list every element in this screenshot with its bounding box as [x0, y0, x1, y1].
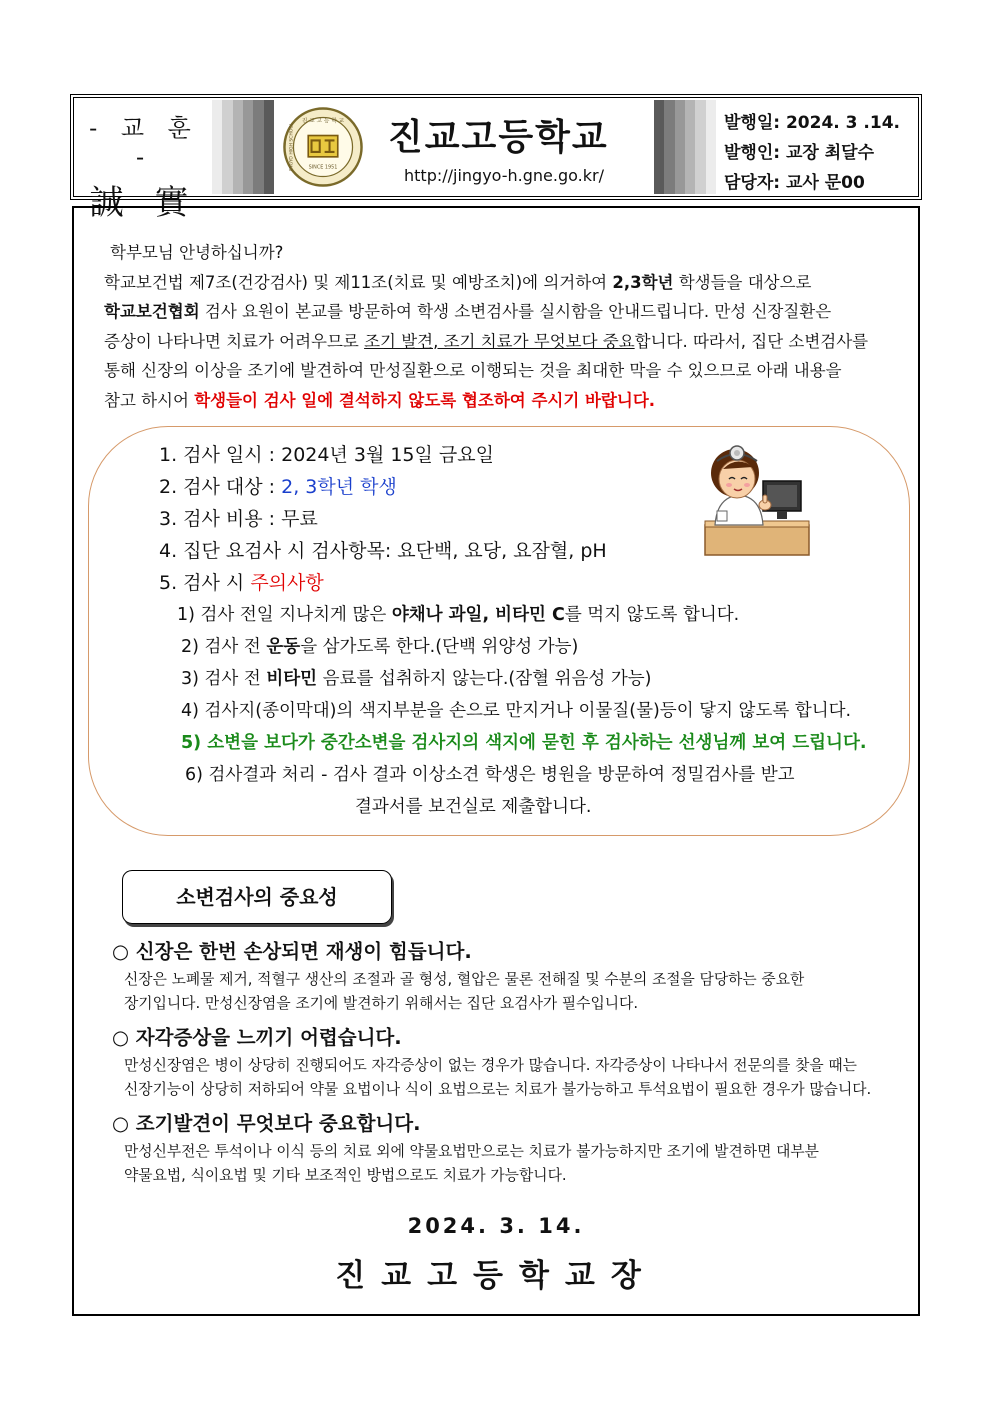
item-test-items: 4. 집단 요검사 시 검사항목: 요단백, 요당, 요잠혈, pH	[159, 540, 607, 562]
newsletter-header	[70, 94, 922, 223]
motto-label: - 교 훈 -	[89, 114, 199, 171]
importance-heading-1: ○ 신장은 한번 손상되면 재생이 힘듭니다.	[112, 940, 472, 963]
importance-body-1: 신장은 노폐물 제거, 적혈구 생산의 조절과 골 형성, 혈압은 물론 전해질 및 수분의 조절을 담당하는 중요한 장기입니다. 만성신장염을 조기에 발견하기 위해서는 집단 요검사가 필수입니다.	[124, 971, 805, 1012]
importance-title: 소변검사의 중요성	[122, 870, 392, 924]
intro-line: 학교보건협회 검사 요원이 본교를 방문하여 학생 소변검사를 실시함을 안내드립니다. 만성 신장질환은	[104, 302, 832, 321]
item-target: 2. 검사 대상 : 2, 3학년 학생	[159, 476, 397, 498]
contact-person: 담당자: 교사 문00	[724, 173, 865, 193]
issue-date: 발행일: 2024. 3 .14.	[724, 113, 900, 133]
importance-heading-3: ○ 조기발견이 무엇보다 중요합니다.	[112, 1112, 421, 1135]
greeting: 학부모님 안녕하십니까?	[110, 243, 284, 262]
precaution-4: 4) 검사지(종이막대)의 색지부분을 손으로 만지거나 이물질(물)등이 닿지 않도록 합니다.	[181, 701, 852, 721]
principal-signature: 진교고등학교장	[335, 1258, 657, 1294]
doctor-illustration-icon	[701, 439, 811, 557]
precaution-3: 3) 검사 전 비타민 음료를 섭취하지 않는다.(잠혈 위음성 가능)	[181, 669, 652, 689]
importance-heading-2: ○ 자각증상을 느끼기 어렵습니다.	[112, 1026, 402, 1049]
precaution-6-cont: 결과서를 보건실로 제출합니다.	[355, 797, 592, 817]
precaution-2: 2) 검사 전 운동을 삼가도록 한다.(단백 위양성 가능)	[181, 637, 579, 657]
item-date: 1. 검사 일시 : 2024년 3월 15일 금요일	[159, 444, 494, 466]
exam-details-box	[88, 426, 910, 836]
precaution-1: 1) 검사 전일 지나치게 많은 야채나 과일, 비타민 C를 먹지 않도록 합니다.	[177, 605, 740, 625]
logo-since: SINCE 1951	[308, 164, 338, 171]
footer-date: 2024. 3. 14.	[407, 1214, 585, 1238]
school-motto	[76, 100, 212, 223]
item-precautions: 5. 검사 시 주의사항	[159, 572, 324, 594]
school-emblem-icon	[282, 106, 364, 188]
importance-body-3: 만성신부전은 투석이나 이식 등의 치료 외에 약물요법만으로는 치료가 불가능하지만 조기에 발견하면 대부분 약물요법, 식이요법 및 기타 보조적인 방법으로도 치료가 가능합니다.	[124, 1143, 819, 1184]
importance-body-2: 만성신장염은 병이 상당히 진행되어도 자각증상이 없는 경우가 많습니다. 자각증상이 나타나서 전문의를 찾을 때는 신장기능이 상당히 저하되어 약물 요법이나 식이 요법으로는 치료가 불가능하고 투석요법이 필요한 경우가 많습니다.	[124, 1057, 872, 1098]
precaution-5: 5) 소변을 보다가 중간소변을 검사지의 색지에 묻힌 후 검사하는 선생님께 보여 드립니다.	[181, 733, 867, 753]
intro-line: 증상이 나타나면 치료가 어려우므로 조기 발견, 조기 치료가 무엇보다 중요합니다. 따라서, 집단 소변검사를	[104, 331, 869, 351]
intro-line: 통해 신장의 이상을 조기에 발견하여 만성질환으로 이행되는 것을 최대한 막을 수 있으므로 아래 내용을	[104, 361, 842, 380]
motto-value: 誠 實	[89, 183, 199, 223]
precaution-6: 6) 검사결과 처리 - 검사 결과 이상소견 학생은 병원을 방문하여 정밀검사를 받고	[185, 765, 795, 785]
intro-line: 학교보건법 제7조(건강검사) 및 제11조(치료 및 예방조치)에 의거하여 2,3학년 학생들을 대상으로	[104, 272, 812, 292]
logo-text-top: 진 교 고 등 학 교	[301, 118, 345, 125]
gradient-stripes-left	[212, 100, 274, 194]
issue-info	[716, 100, 916, 194]
publisher: 발행인: 교장 최달수	[724, 143, 875, 163]
logo-text-side: JINGYO HIGH SCHOOL	[289, 122, 295, 172]
item-cost: 3. 검사 비용 : 무료	[159, 508, 318, 530]
school-name: 진교고등학교	[388, 117, 609, 158]
intro-line: 참고 하시어 학생들이 검사 일에 결석하지 않도록 협조하여 주시기 바랍니다.	[104, 390, 656, 410]
school-url[interactable]: http://jingyo-h.gne.go.kr/	[404, 166, 604, 185]
notice-body	[72, 206, 920, 1316]
gradient-stripes-right	[654, 100, 716, 194]
school-brand	[274, 100, 654, 194]
intro-paragraph	[104, 238, 894, 415]
